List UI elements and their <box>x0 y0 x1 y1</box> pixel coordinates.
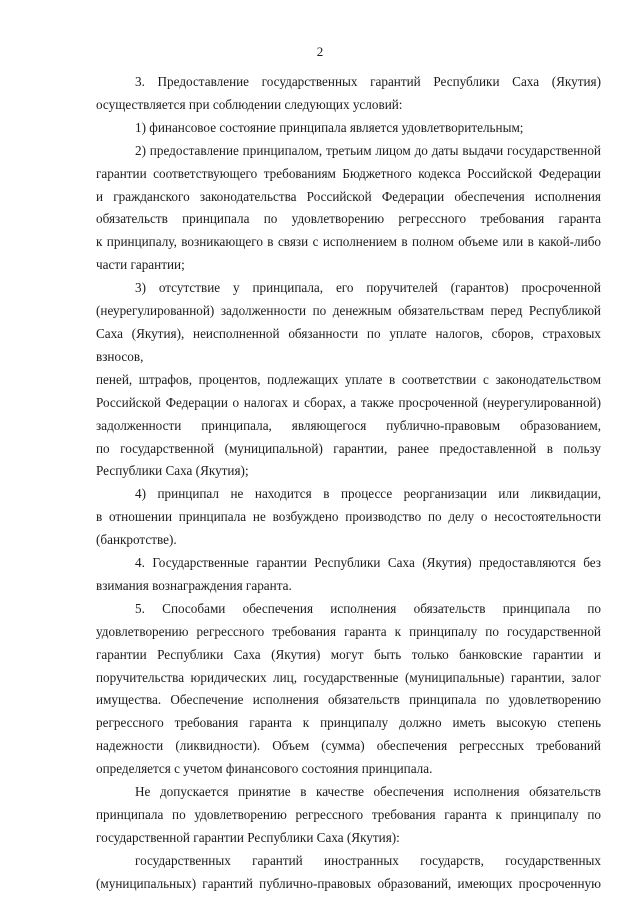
text-line: 5. Способами обеспечения исполнения обязательств принципала по <box>135 600 601 616</box>
page-number: 2 <box>316 44 324 59</box>
text-line: (банкротстве). <box>96 532 177 548</box>
text-line: задолженности принципала, являющегося публично-правовым образованием, <box>96 417 601 433</box>
text-line: обязательств принципала по удовлетворению регрессного требования гаранта <box>96 211 601 227</box>
text-line: осуществляется при соблюдении следующих условий: <box>96 96 403 112</box>
text-line: части гарантии; <box>96 257 185 273</box>
text-line: взимания вознаграждения гаранта. <box>96 577 292 593</box>
document-body <box>96 71 601 896</box>
text-line: 2) предоставление принципалом, третьим лицом до даты выдачи государственной <box>135 142 601 158</box>
text-line: принципала по удовлетворению регрессного требования гаранта к принципалу по <box>96 807 601 822</box>
text-line: 4. Государственные гарантии Республики Саха (Якутия) предоставляются без <box>135 555 601 571</box>
text-line: (неурегулированной) задолженности по денежным обязательствам перед Республикой <box>96 303 601 319</box>
text-line: имущества. Обеспечение исполнения обязательств принципала по удовлетворению <box>96 692 601 708</box>
text-line: и гражданского законодательства Российской Федерации обеспечения исполнения <box>96 188 601 204</box>
text-line: 1) финансовое состояние принципала является удовлетворительным; <box>135 119 524 135</box>
text-line: 3) отсутствие у принципала, его поручителей (гарантов) просроченной <box>135 280 601 296</box>
text-line: 4) принципал не находится в процессе реорганизации или ликвидации, <box>135 486 601 502</box>
text-line: Не допускается принятие в качестве обеспечения исполнения обязательств <box>135 784 601 800</box>
text-line: к принципалу, возникающего в связи с исполнением в полном объеме или в какой-либо <box>96 234 601 250</box>
text-line: государственной гарантии Республики Саха (Якутия): <box>96 829 400 845</box>
text-line: Республики Саха (Якутия); <box>96 463 249 479</box>
text-line: надежности (ликвидности). Объем (сумма) обеспечения регрессных требований <box>96 738 601 754</box>
text-line: пеней, штрафов, процентов, подлежащих уплате в соответствии с законодательством <box>96 371 601 387</box>
text-line: гарантии Республики Саха (Якутия) могут быть только банковские гарантии и <box>96 646 601 662</box>
text-line: гарантии соответствующего требованиям Бюджетного кодекса Российской Федерации <box>96 165 601 181</box>
text-line: Российской Федерации о налогах и сборах, а также просроченной (неурегулированной) <box>96 394 601 410</box>
text-line: (муниципальных) гарантий публично-правовых образований, имеющих просроченную <box>96 875 601 891</box>
text-line: государственных гарантий иностранных государств, государственных <box>135 852 601 868</box>
text-line: удовлетворению регрессного требования гаранта к принципалу по государственной <box>96 623 601 639</box>
text-line: определяется с учетом финансового состояния принципала. <box>96 761 433 777</box>
text-line: 3. Предоставление государственных гарантий Республики Саха (Якутия) <box>135 74 601 89</box>
text-line: Саха (Якутия), неисполненной обязанности по уплате налогов, сборов, страховых взносов, <box>96 325 601 364</box>
text-line: в отношении принципала не возбуждено производство по делу о несостоятельности <box>96 509 601 525</box>
text-line: регрессного требования гаранта к принципалу должно иметь высокую степень <box>96 715 601 731</box>
text-line: по государственной (муниципальной) гарантии, ранее предоставленной в пользу <box>96 440 601 456</box>
text-line: поручительства юридических лиц, государственные (муниципальные) гарантии, залог <box>96 669 601 685</box>
